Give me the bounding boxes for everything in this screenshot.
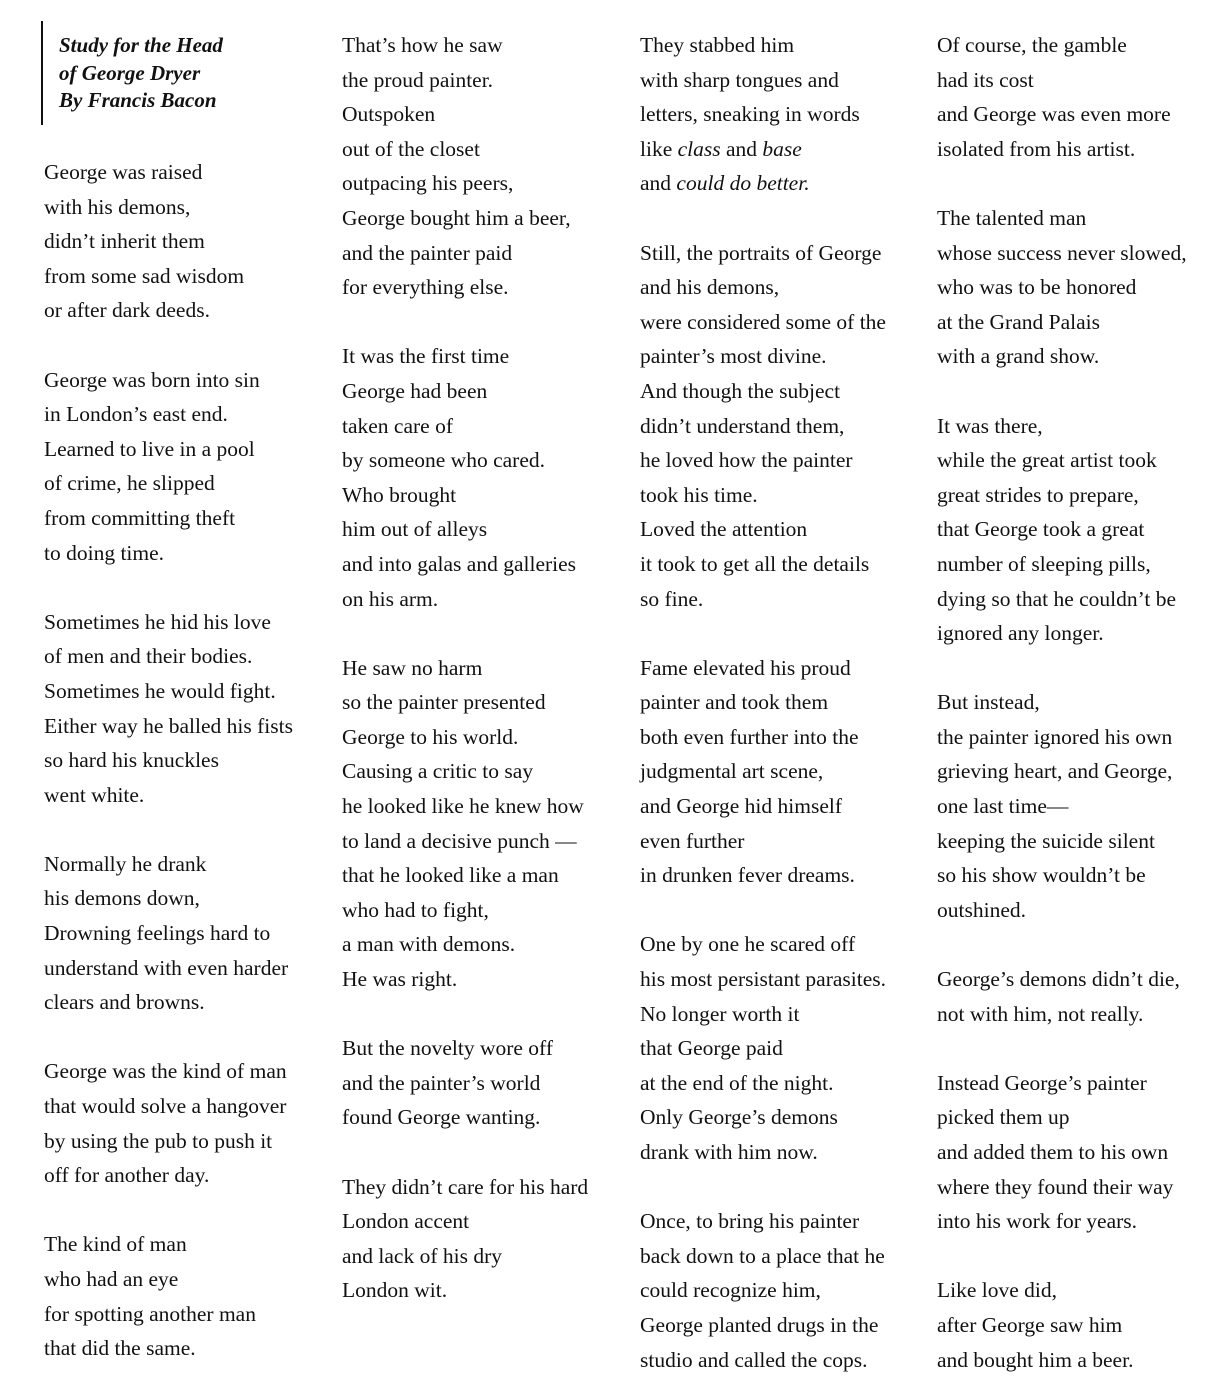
stanza-gap — [937, 166, 1217, 201]
poem-line: Normally he drank — [44, 851, 207, 876]
poem-line: keeping the suicide silent — [937, 828, 1155, 853]
poem-line: judgmental art scene, — [640, 759, 824, 784]
poem-line: could recognize him, — [640, 1278, 821, 1303]
poem-line: Loved the attention — [640, 517, 808, 542]
emphasis-word: base — [762, 136, 802, 161]
poem-line: Of course, the gamble — [937, 33, 1127, 57]
poem-line: drank with him now. — [640, 1140, 818, 1164]
poem-line: with sharp tongues and — [640, 67, 839, 92]
stanza-gap — [640, 893, 920, 928]
poem-line: They stabbed him — [640, 33, 795, 57]
poem-line: that did the same. — [44, 1336, 196, 1361]
poem-line: studio and called the cops. — [640, 1347, 868, 1372]
poem-column-4 — [937, 28, 1217, 1377]
inline-text: and — [640, 171, 677, 196]
poem-line: and the painter’s world — [342, 1070, 541, 1095]
poem-line: Sometimes he would fight. — [44, 678, 276, 703]
poem-line: he loved how the painter — [640, 448, 853, 473]
poem-line: that would solve a hangover — [44, 1094, 287, 1119]
poem-line: him out of alleys — [342, 517, 488, 542]
poem-line: from committing theft — [44, 505, 236, 530]
poem-line: even further — [640, 828, 745, 853]
poem-line: not with him, not really. — [937, 1001, 1144, 1026]
poem-line: so fine. — [640, 586, 704, 611]
poem-line: Only George’s demons — [640, 1105, 838, 1130]
poem-line: Learned to live in a pool — [44, 436, 255, 461]
stanza — [44, 847, 324, 1020]
stanza — [44, 605, 324, 813]
poem-line: for everything else. — [342, 275, 509, 300]
poem-line: That’s how he saw — [342, 33, 503, 57]
poem-line: Either way he balled his fists — [44, 713, 293, 738]
poem-line: and George hid himself — [640, 794, 843, 819]
poem-line: outshined. — [937, 897, 1026, 922]
stanza — [640, 236, 920, 617]
poem-line: to doing time. — [44, 540, 165, 565]
poem-line: in drunken fever dreams. — [640, 863, 855, 888]
stanza — [342, 28, 622, 305]
title-line: of George Dryer — [59, 60, 201, 85]
poem-line: were considered some of the — [640, 309, 886, 334]
poem-line: in London’s east end. — [44, 402, 228, 427]
emphasis-phrase: could do better. — [676, 171, 810, 196]
poem-line: great strides to prepare, — [937, 482, 1139, 507]
stanza — [937, 201, 1217, 374]
poem-line: or after dark deeds. — [44, 298, 210, 323]
poem-line: He saw no harm — [342, 655, 483, 680]
stanza-gap — [342, 1135, 622, 1170]
poem-line: George was the kind of man — [44, 1059, 287, 1084]
poem-line: found George wanting. — [342, 1105, 541, 1130]
poem-line: by someone who cared. — [342, 448, 545, 473]
poem-line: whose success never slowed, — [937, 240, 1187, 265]
stanza-gap — [342, 616, 622, 651]
stanza-gap — [937, 374, 1217, 409]
stanza-gap — [640, 1170, 920, 1205]
poem-line: and bought him a beer. — [937, 1347, 1134, 1372]
stanza — [640, 927, 920, 1169]
stanza-gap — [44, 328, 324, 363]
poem-line: at the Grand Palais — [937, 309, 1100, 334]
poem-line: didn’t understand them, — [640, 413, 845, 438]
title-line: By Francis Bacon — [59, 88, 217, 112]
poem-line: dying so that he couldn’t be — [937, 586, 1177, 611]
poem-line: both even further into the — [640, 724, 859, 749]
poem-line: Once, to bring his painter — [640, 1209, 860, 1234]
stanza — [342, 1031, 622, 1135]
poem-line: Still, the portraits of George — [640, 240, 882, 265]
poem-line: didn’t inherit them — [44, 229, 205, 254]
poem-line: number of sleeping pills, — [937, 551, 1151, 576]
poem-line: on his arm. — [342, 586, 439, 611]
poem-line: who was to be honored — [937, 275, 1137, 300]
poem-line: that George took a great — [937, 517, 1145, 542]
stanza-gap — [44, 812, 324, 847]
stanza — [44, 1227, 324, 1365]
poem-line: letters, sneaking in words — [640, 102, 860, 127]
poem-line: George was born into sin — [44, 367, 260, 392]
emphasis-word: class — [677, 136, 721, 161]
poem-line: and George was even more — [937, 102, 1171, 127]
poem-line: The kind of man — [44, 1232, 187, 1257]
stanza — [640, 651, 920, 893]
poem-line: the proud painter. — [342, 67, 494, 92]
poem-line: He was right. — [342, 967, 458, 992]
poem-line: and his demons, — [640, 275, 780, 300]
poem-line: and into galas and galleries — [342, 551, 577, 576]
poem-line: who had an eye — [44, 1267, 179, 1291]
poem-line: took his time. — [640, 482, 758, 507]
poem-line: with a grand show. — [937, 344, 1100, 369]
inline-text: like — [640, 136, 678, 161]
stanza-gap — [342, 997, 622, 1032]
stanza-gap — [937, 1239, 1217, 1274]
poem-line: at the end of the night. — [640, 1070, 834, 1095]
stanza-gap — [937, 651, 1217, 686]
poem-line: isolated from his artist. — [937, 136, 1136, 161]
poem-line: London wit. — [342, 1278, 448, 1303]
poem-line: by using the pub to push it — [44, 1128, 273, 1153]
stanza — [937, 685, 1217, 927]
poem-line: so hard his knuckles — [44, 748, 219, 773]
poem-line: into his work for years. — [937, 1209, 1138, 1234]
poem-line: Drowning feelings hard to — [44, 921, 271, 946]
poem-line: George had been — [342, 378, 488, 403]
poem-column-3-rest — [640, 201, 920, 1377]
title-line: Study for the Head — [59, 33, 223, 57]
poem-line: It was there, — [937, 413, 1043, 438]
poem-line: had its cost — [937, 67, 1034, 92]
poem-line: No longer worth it — [640, 1001, 800, 1026]
poem-line-italic-words — [640, 132, 920, 167]
poem-line: the painter ignored his own — [937, 724, 1173, 749]
poem-line: and added them to his own — [937, 1140, 1169, 1164]
stanza-gap — [44, 1193, 324, 1228]
poem-line: It was the first time — [342, 344, 510, 369]
stanza — [44, 363, 324, 571]
poem-line: of men and their bodies. — [44, 644, 253, 669]
poem-line: and the painter paid — [342, 240, 513, 265]
poem-line: where they found their way — [937, 1174, 1174, 1199]
poem-line: taken care of — [342, 413, 454, 438]
stanza — [640, 1204, 920, 1377]
poem-line: But instead, — [937, 690, 1040, 715]
stanza — [342, 339, 622, 616]
poem-line: out of the closet — [342, 136, 480, 161]
stanza — [937, 1273, 1217, 1377]
poem-title — [41, 21, 223, 125]
poem-line: Outspoken — [342, 102, 436, 127]
stanza-gap — [937, 1031, 1217, 1066]
poem-line: grieving heart, and George, — [937, 759, 1173, 784]
poem-line: Fame elevated his proud — [640, 655, 851, 680]
stanza-gap — [44, 570, 324, 605]
poem-column-2 — [342, 28, 622, 1308]
poem-line: of crime, he slipped — [44, 471, 215, 496]
poem-line: London accent — [342, 1209, 470, 1234]
poem-line: and lack of his dry — [342, 1243, 503, 1268]
poem-line: painter’s most divine. — [640, 344, 827, 369]
stanza-gap — [44, 1020, 324, 1055]
poem-line: Who brought — [342, 482, 457, 507]
stanza — [937, 28, 1217, 166]
poem-line: to land a decisive punch — — [342, 828, 577, 853]
poem-line: off for another day. — [44, 1163, 210, 1188]
poem-line-italic-phrase — [640, 166, 920, 201]
poem-line: ignored any longer. — [937, 621, 1104, 646]
poem-line: after George saw him — [937, 1312, 1123, 1337]
poem-line: George planted drugs in the — [640, 1312, 879, 1337]
poem-line: One by one he scared off — [640, 932, 856, 957]
poem-line: The talented man — [937, 205, 1087, 230]
poem-line: while the great artist took — [937, 448, 1157, 473]
stanza — [44, 1054, 324, 1192]
poem-line: George to his world. — [342, 724, 519, 749]
poem-line: who had to fight, — [342, 897, 489, 922]
poem-line: Sometimes he hid his love — [44, 609, 271, 634]
stanza-gap — [640, 201, 920, 236]
stanza-gap — [342, 305, 622, 340]
poem-line: went white. — [44, 782, 145, 807]
poem-line: that George paid — [640, 1036, 783, 1061]
poem-line: back down to a place that he — [640, 1243, 885, 1268]
poem-line: one last time— — [937, 794, 1069, 819]
stanza — [937, 1066, 1217, 1239]
stanza — [44, 155, 324, 328]
poem-line: for spotting another man — [44, 1301, 256, 1326]
poem-line: it took to get all the details — [640, 551, 870, 576]
poem-line: George bought him a beer, — [342, 205, 571, 230]
poem-line: a man with demons. — [342, 932, 516, 957]
poem-line: picked them up — [937, 1105, 1070, 1130]
poem-line: his most persistant parasites. — [640, 967, 887, 992]
poem-line: so his show wouldn’t be — [937, 863, 1146, 888]
poem-line: he looked like he knew how — [342, 794, 584, 819]
poem-line: clears and browns. — [44, 990, 205, 1015]
poem-line: They didn’t care for his hard — [342, 1174, 589, 1199]
poem-column-1 — [44, 155, 324, 1366]
poem-line: that he looked like a man — [342, 863, 559, 888]
poem-line: And though the subject — [640, 378, 841, 403]
poem-line: from some sad wisdom — [44, 263, 245, 288]
stanza — [342, 651, 622, 997]
stanza — [937, 409, 1217, 651]
poem-line: with his demons, — [44, 194, 191, 219]
poem-line: George’s demons didn’t die, — [937, 967, 1180, 992]
stanza-gap — [640, 616, 920, 651]
poem-line: outpacing his peers, — [342, 171, 514, 196]
inline-text: and — [720, 136, 763, 161]
poem-line: Like love did, — [937, 1278, 1058, 1303]
poem-line: his demons down, — [44, 886, 200, 911]
stanza — [937, 962, 1217, 1031]
poem-line: George was raised — [44, 160, 203, 184]
poem-column-3 — [640, 28, 920, 1377]
poem-line: Causing a critic to say — [342, 759, 534, 784]
poem-line: understand with even harder — [44, 955, 289, 980]
poem-line: so the painter presented — [342, 690, 546, 715]
stanza-gap — [937, 927, 1217, 962]
poem-line: Instead George’s painter — [937, 1070, 1147, 1095]
poem-line: But the novelty wore off — [342, 1036, 553, 1061]
stanza — [342, 1170, 622, 1308]
poem-line: painter and took them — [640, 690, 829, 715]
